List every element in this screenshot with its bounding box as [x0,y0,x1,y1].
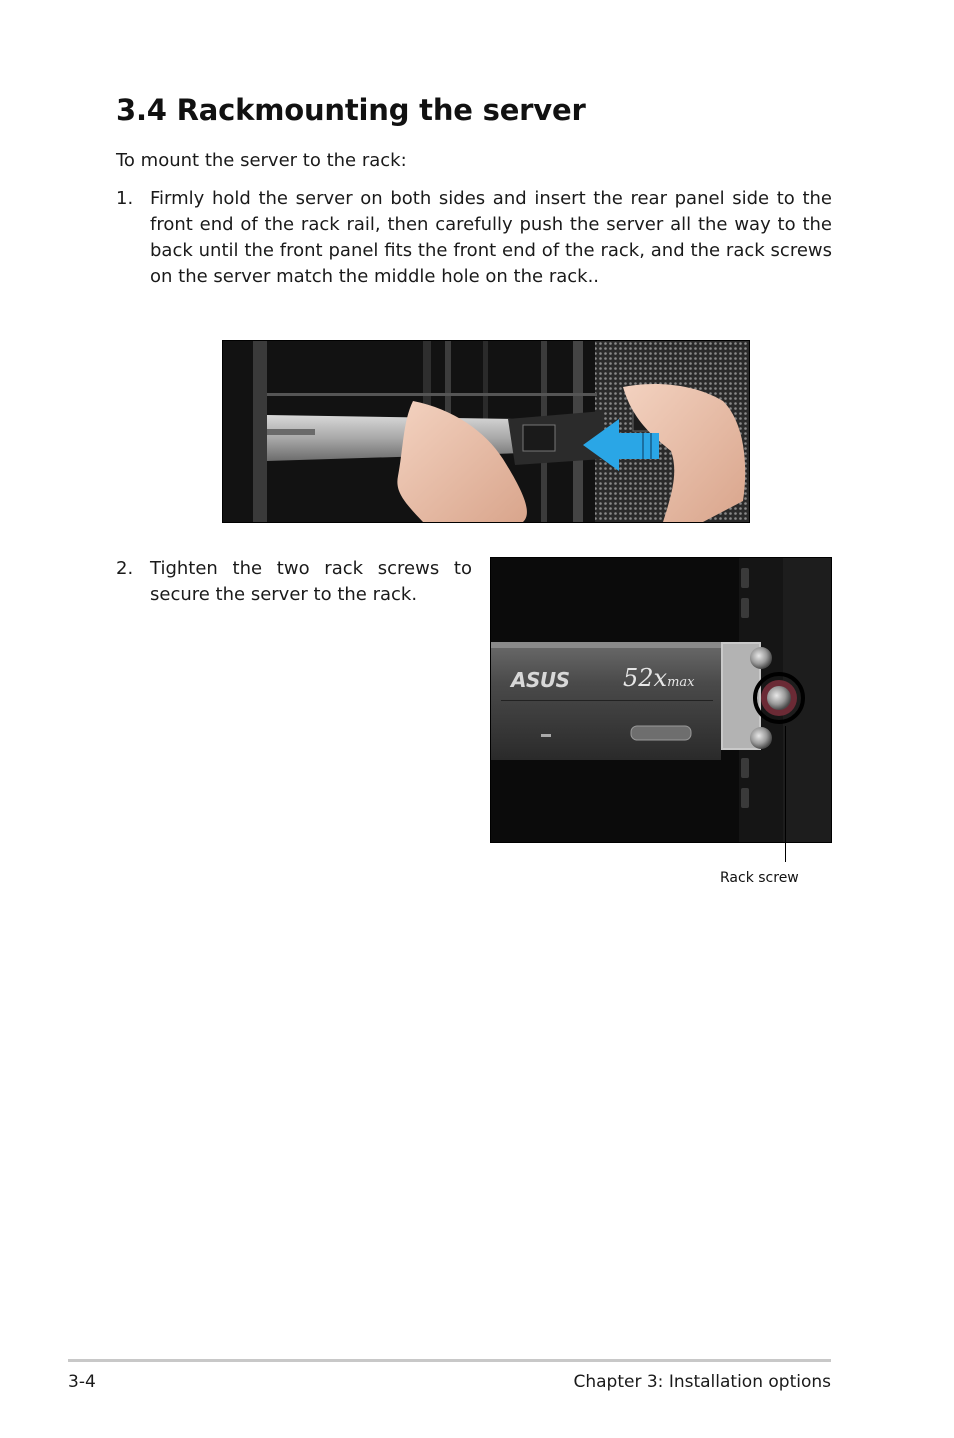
step-text: Tighten the two rack screws to secure the server to the rack. [150,558,472,605]
step-number: 1. [116,188,134,209]
insert-server-photo [222,340,750,523]
chapter-title: Chapter 3: Installation options [573,1372,831,1392]
asus-brand-label: ASUS [511,668,570,692]
callout-leader-line [785,726,786,862]
rack-screw-callout: Rack screw [720,870,799,886]
page-number: 3-4 [68,1372,96,1392]
step-text: Firmly hold the server on both sides and insert the rear panel side to the front end of the rack rail, then carefully push the server all the way to the back until the front panel fits the front end of the rack, and the rack screws on the server match the middle hole on the rack.. [150,188,832,287]
intro-text: To mount the server to the rack: [116,150,407,171]
step-1 [116,186,832,290]
step-number: 2. [116,558,134,579]
drive-speed-value: 52x [623,664,668,692]
drive-speed-suffix: max [667,675,695,690]
step-2 [116,556,472,608]
section-title: 3.4 Rackmounting the server [116,93,586,127]
drive-speed-label [623,664,695,692]
footer-divider [68,1359,831,1362]
rack-screw-photo [490,557,832,843]
